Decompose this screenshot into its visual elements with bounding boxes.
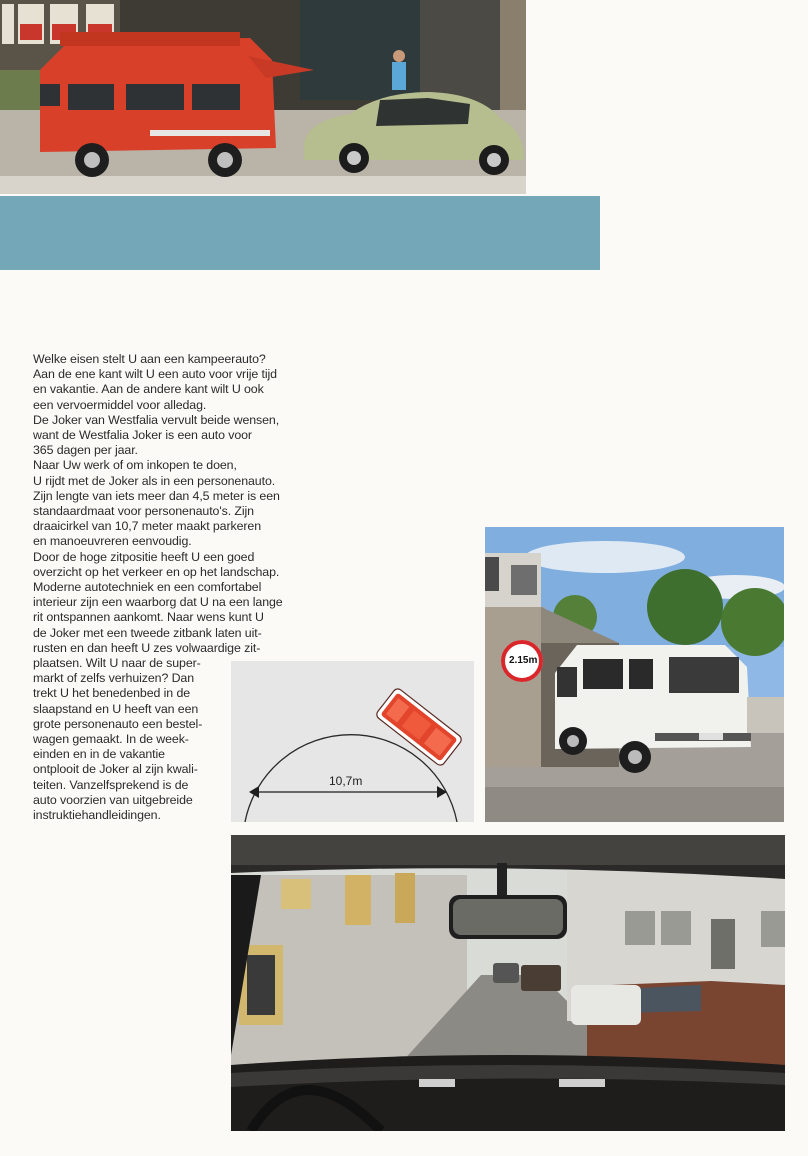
turning-circle-diagram — [231, 661, 474, 822]
text-line: een vervoermiddel voor alledag. — [33, 397, 207, 412]
text-line: teiten. Vanzelfsprekend is de — [33, 777, 189, 792]
text-line: interieur zijn een waarborg dat U na een lange — [33, 595, 283, 610]
text-line: ontplooit de Joker al zijn kwali- — [33, 762, 198, 777]
text-line: de Joker met een tweede zitbank laten uit- — [33, 625, 262, 640]
photo-windscreen-street — [231, 835, 785, 1131]
text-line: Moderne autotechniek en een comfortabel — [33, 580, 262, 595]
text-line: U rijdt met de Joker als in een personenauto. — [33, 473, 276, 488]
color-band — [0, 196, 600, 270]
text-line: Door de hoge zitpositie heeft U een goed — [33, 549, 255, 564]
text-line: trekt U het benedenbed in de — [33, 686, 191, 701]
text-line: rit ontspannen aankomt. Naar wens kunt U — [33, 610, 264, 625]
text-line: markt of zelfs verhuizen? Dan — [33, 671, 195, 686]
text-line: 365 dagen per jaar. — [33, 443, 138, 458]
text-line: standaardmaat voor personenauto's. Zijn — [33, 504, 254, 519]
text-line: rusten en dan heeft U zes volwaardige zit- — [33, 640, 261, 655]
text-line: overzicht op het verkeer en op het landschap. — [33, 564, 280, 579]
text-line: instruktiehandleidingen. — [33, 808, 161, 823]
diameter-label: 10,7m — [329, 774, 363, 788]
text-line: grote personenauto een bestel- — [33, 716, 203, 731]
turning-circle-graphic — [231, 661, 474, 822]
text-line: draaicirkel van 10,7 meter maakt parkeren — [33, 519, 261, 534]
text-line: Naar Uw werk of om inkopen te doen, — [33, 458, 237, 473]
text-line: wagen gemaakt. In de week- — [33, 732, 189, 747]
photo-windscreen-image — [231, 835, 785, 1131]
photo-garage-clearance — [485, 527, 784, 822]
clearance-sign-label: 2.15m — [509, 655, 538, 666]
text-line: slaapstand en U heeft van een — [33, 701, 199, 716]
photo-garage-image — [485, 527, 784, 822]
text-line: Zijn lengte van iets meer dan 4,5 meter is een — [33, 488, 280, 503]
text-line: en manoeuvreren eenvoudig. — [33, 534, 192, 549]
text-line: De Joker van Westfalia vervult beide wensen, — [33, 412, 280, 427]
photo-street-campervan-image — [0, 0, 526, 194]
text-line: en vakantie. Aan de andere kant wilt U ook — [33, 382, 264, 397]
text-line: plaatsen. Wilt U naar de super- — [33, 656, 201, 671]
text-line: Aan de ene kant wilt U een auto voor vrije tijd — [33, 367, 277, 382]
text-line: Welke eisen stelt U aan een kampeerauto? — [33, 352, 266, 366]
text-line: einden en in de vakantie — [33, 747, 165, 762]
text-line: want de Westfalia Joker is een auto voor — [33, 428, 252, 443]
photo-street-campervan — [0, 0, 526, 194]
text-line: auto voorzien van uitgebreide — [33, 792, 193, 807]
